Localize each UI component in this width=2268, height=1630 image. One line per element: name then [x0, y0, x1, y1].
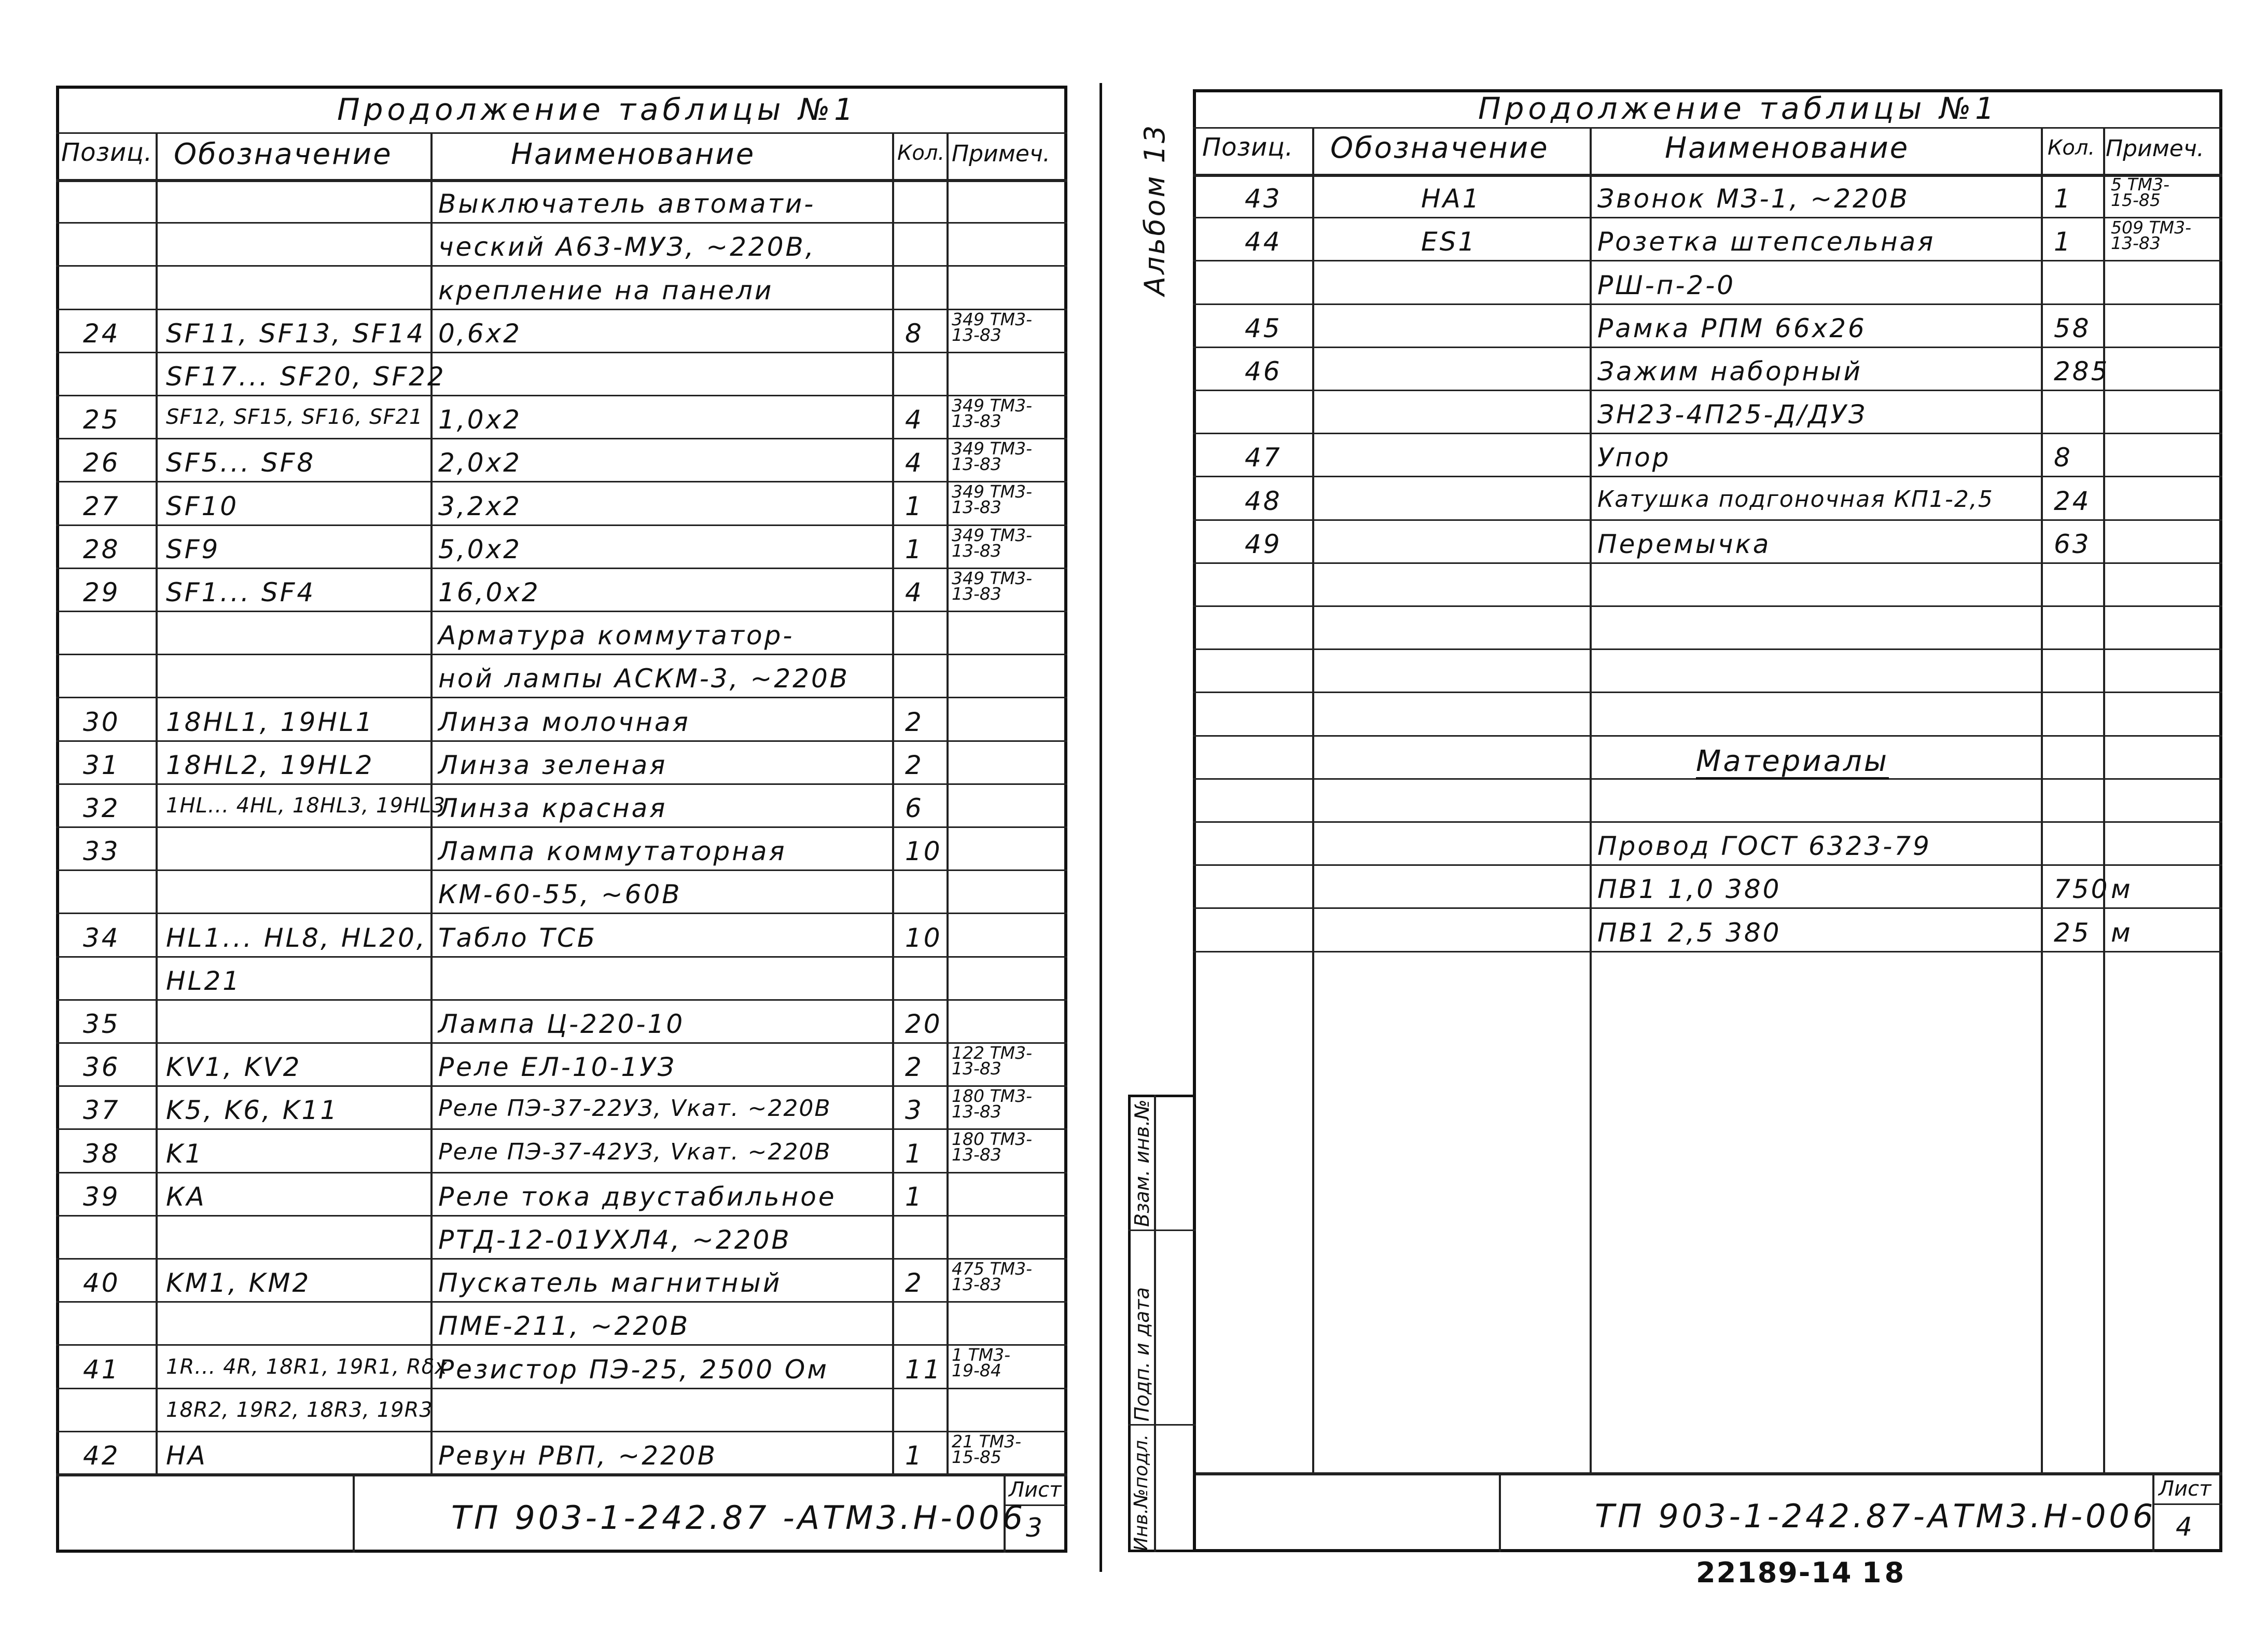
row-pos: 34	[83, 922, 120, 953]
row-pos: 42	[83, 1441, 120, 1471]
row-line	[1193, 907, 2222, 909]
row-code: НА	[166, 1441, 207, 1471]
row-name: Лампа коммутаторная	[438, 836, 787, 867]
row-qty: 2	[905, 1268, 924, 1299]
row-name: Табло ТСБ	[438, 922, 597, 953]
row-line	[1193, 347, 2222, 348]
row-name: Пускатель магнитный	[438, 1268, 782, 1299]
row-line	[56, 654, 1067, 655]
side-label-replacement: Взам. инв.№	[1131, 1099, 1153, 1227]
right-header-name: Наименование	[1665, 131, 1910, 165]
row-pos: 29	[83, 577, 120, 607]
row-code: 18HL2, 19HL2	[166, 750, 374, 780]
row-line	[1193, 605, 2222, 607]
row-name: КМ-60-55, ~60В	[438, 879, 682, 910]
row-line	[1193, 217, 2222, 218]
left-header-name: Наименование	[511, 137, 756, 171]
row-qty: 10	[905, 922, 942, 953]
row-code: SF1... SF4	[166, 577, 316, 607]
column-line	[2103, 127, 2105, 1472]
row-qty: 2	[905, 750, 924, 780]
row-qty: 285	[2054, 356, 2110, 386]
right-stamp-sheet-line	[2152, 1503, 2222, 1505]
row-qty: 1	[905, 1138, 924, 1169]
row-name: Перемычка	[1597, 529, 1771, 559]
row-note: 349 ТМ3- 13-83	[952, 524, 1033, 561]
row-name: Линза зеленая	[438, 750, 667, 780]
row-pos: 30	[83, 707, 120, 737]
row-name: РТД-12-01УХЛ4, ~220В	[438, 1225, 791, 1255]
row-line	[56, 309, 1067, 310]
left-stamp-sheet-label: Лист	[1009, 1478, 1062, 1502]
row-line	[56, 265, 1067, 267]
row-line	[56, 956, 1067, 958]
right-table-title: Продолжение таблицы №1	[1478, 91, 1999, 126]
row-line	[56, 524, 1067, 526]
row-qty: 11	[905, 1354, 942, 1385]
row-note: 509 ТМ3- 13-83	[2111, 217, 2192, 254]
right-stamp-line	[1193, 1472, 2222, 1475]
row-qty: 750	[2054, 874, 2110, 905]
footer-document-number: 22189-14	[1696, 1556, 1853, 1589]
row-note: 1 ТМ3- 19-84	[952, 1345, 1011, 1381]
row-name: ПВ1 2,5 380	[1597, 917, 1782, 948]
row-code: KV1, KV2	[166, 1052, 302, 1083]
right-title-line	[1193, 127, 2222, 129]
row-line	[56, 913, 1067, 914]
row-name: 16,0х2	[438, 577, 540, 607]
row-name: Выключатель автомати-	[438, 189, 816, 219]
row-note: м	[2111, 874, 2133, 905]
column-line	[1590, 127, 1592, 1472]
row-name: ПМЕ-211, ~220В	[438, 1311, 690, 1342]
row-name: Реле ПЭ-37-22УЗ, Vкат. ~220В	[438, 1095, 831, 1122]
row-line	[56, 1258, 1067, 1260]
row-name: 3,2х2	[438, 491, 522, 521]
row-qty: 63	[2054, 529, 2091, 559]
row-code: K5, K6, K11	[166, 1095, 339, 1126]
right-sheet	[1193, 89, 2222, 1552]
side-strip-row-line-2	[1128, 1424, 1196, 1426]
row-line	[56, 352, 1067, 353]
side-strip-row-line-1	[1128, 1230, 1196, 1231]
row-qty: 20	[905, 1009, 942, 1039]
row-code: K1	[166, 1138, 204, 1169]
row-pos: 35	[83, 1009, 120, 1039]
row-note: 349 ТМ3- 13-83	[952, 568, 1033, 604]
row-note: 475 ТМ3- 13-83	[952, 1259, 1033, 1294]
row-name: Резистор ПЭ-25, 2500 Ом	[438, 1354, 829, 1385]
row-name: ПВ1 1,0 380	[1597, 874, 1782, 905]
row-line	[1193, 951, 2222, 952]
row-line	[1193, 303, 2222, 305]
center-fold-line	[1100, 83, 1102, 1572]
row-code: 1R... 4R, 18R1, 19R1, Rδx	[166, 1355, 448, 1379]
right-header-line	[1193, 174, 2222, 177]
row-code: КА	[166, 1181, 206, 1212]
row-line	[56, 1215, 1067, 1217]
row-line	[1193, 476, 2222, 477]
row-pos: 40	[83, 1268, 120, 1299]
row-name: Провод ГОСТ 6323-79	[1597, 831, 1931, 862]
row-name: 5,0х2	[438, 534, 522, 564]
album-label: Альбом 13	[1138, 123, 1171, 296]
row-line	[1193, 692, 2222, 693]
row-line	[56, 611, 1067, 612]
row-code: HL1... HL8, HL20,	[166, 922, 427, 953]
row-line	[1193, 519, 2222, 521]
row-qty: 1	[905, 491, 924, 521]
row-name: Звонок МЗ-1, ~220В	[1597, 184, 1910, 214]
row-pos: 25	[83, 405, 120, 435]
right-stamp-sheet-number: 4	[2176, 1512, 2194, 1542]
row-line	[56, 999, 1067, 1001]
row-line	[56, 222, 1067, 224]
row-line	[1193, 260, 2222, 261]
left-table-title: Продолжение таблицы №1	[337, 92, 858, 127]
row-name: РШ-п-2-0	[1597, 270, 1736, 300]
column-line	[1312, 127, 1314, 1472]
row-pos: 27	[83, 491, 120, 521]
row-qty: 58	[2054, 313, 2091, 343]
side-label-signature-date: Подп. и дата	[1131, 1287, 1153, 1421]
left-header-line	[56, 179, 1067, 182]
row-name: Лампа Ц-220-10	[438, 1009, 685, 1039]
row-name: Катушка подгоночная КП1-2,5	[1597, 486, 1994, 513]
row-line	[56, 1388, 1067, 1389]
row-name: ЗН23-4П25-Д/ДУЗ	[1597, 399, 1867, 430]
row-code: ES1	[1421, 227, 1477, 257]
row-pos: 44	[1245, 227, 1282, 257]
row-note: 349 ТМ3- 13-83	[952, 438, 1033, 475]
right-stamp-document-code: ТП 903-1-242.87-АТМ3.Н-006	[1595, 1497, 2156, 1535]
row-qty: 1	[905, 534, 924, 564]
row-pos: 36	[83, 1052, 120, 1083]
row-pos: 32	[83, 793, 120, 823]
row-note: 349 ТМ3- 13-83	[952, 481, 1033, 518]
row-name: Рамка РПМ 66х26	[1597, 313, 1867, 343]
row-line	[1193, 735, 2222, 737]
row-qty: 25	[2054, 917, 2091, 948]
column-line	[156, 132, 158, 1473]
right-header-note: Примеч.	[2106, 135, 2204, 162]
row-pos: 26	[83, 448, 120, 478]
row-qty: 24	[2054, 486, 2091, 516]
row-name: 0,6х2	[438, 318, 522, 349]
left-header-code: Обозначение	[174, 137, 393, 171]
row-line	[56, 481, 1067, 482]
row-line	[56, 1172, 1067, 1173]
row-line	[1193, 562, 2222, 564]
right-stamp-divider	[1499, 1472, 1501, 1552]
row-code: HL21	[166, 965, 242, 996]
row-line	[56, 783, 1067, 785]
row-name: Реле тока двустабильное	[438, 1181, 837, 1212]
row-code: SF9	[166, 534, 220, 564]
row-name: крепление на панели	[438, 275, 774, 306]
row-line	[1193, 648, 2222, 650]
row-name: ной лампы АСКМ-3, ~220В	[438, 664, 850, 694]
footer-page-number: 18	[1862, 1556, 1908, 1589]
row-name: Розетка штепсельная	[1597, 227, 1936, 257]
row-note: 122 ТМ3- 13-83	[952, 1043, 1033, 1079]
row-pos: 43	[1245, 184, 1282, 214]
row-pos: 31	[83, 750, 120, 780]
row-line	[56, 1344, 1067, 1346]
row-name: Линза молочная	[438, 707, 690, 737]
row-line	[1193, 821, 2222, 823]
row-code: SF12, SF15, SF16, SF21	[166, 405, 423, 430]
row-code: 1HL... 4HL, 18HL3, 19HL3	[166, 794, 446, 818]
row-note: 21 ТМ3- 15-85	[952, 1431, 1022, 1467]
row-pos: 45	[1245, 313, 1282, 343]
row-line	[1193, 390, 2222, 391]
row-qty: 6	[905, 793, 924, 823]
side-label-inventory: Инв.№подл.	[1131, 1434, 1152, 1551]
right-stamp-sheet-label: Лист	[2159, 1477, 2211, 1501]
row-pos: 39	[83, 1181, 120, 1212]
row-line	[56, 826, 1067, 828]
row-name: Зажим наборный	[1597, 356, 1863, 386]
row-note: м	[2111, 917, 2133, 948]
left-stamp-divider	[353, 1473, 355, 1553]
row-qty: 1	[905, 1181, 924, 1212]
row-code: 18HL1, 19HL1	[166, 707, 374, 737]
row-name: Ревун РВП, ~220В	[438, 1441, 718, 1471]
left-title-line	[56, 132, 1067, 134]
row-line	[1193, 778, 2222, 780]
right-header-qty: Кол.	[2048, 136, 2095, 160]
row-name: Линза красная	[438, 793, 667, 823]
row-line	[1193, 864, 2222, 866]
left-stamp-line	[56, 1473, 1067, 1476]
row-code: SF17... SF20, SF22	[166, 362, 446, 392]
row-qty: 8	[2054, 443, 2072, 473]
left-header-pos: Позиц.	[61, 138, 153, 167]
side-strip-inner-line	[1154, 1095, 1156, 1552]
row-pos: 33	[83, 836, 120, 867]
row-qty: 4	[905, 577, 924, 607]
row-line	[1193, 433, 2222, 434]
left-stamp-sheet-number: 3	[1026, 1513, 1045, 1543]
row-name: Материалы	[1696, 744, 1889, 778]
row-code: SF10	[166, 491, 239, 521]
right-header-pos: Позиц.	[1202, 133, 1294, 162]
row-pos: 48	[1245, 486, 1282, 516]
row-name: ческий А63-МУЗ, ~220В,	[438, 232, 816, 263]
row-qty: 4	[905, 448, 924, 478]
row-name: Реле ПЭ-37-42УЗ, Vкат. ~220В	[438, 1138, 831, 1165]
row-code: SF5... SF8	[166, 448, 316, 478]
row-line	[56, 1085, 1067, 1087]
row-qty: 2	[905, 707, 924, 737]
row-line	[56, 697, 1067, 698]
row-line	[56, 869, 1067, 871]
row-qty: 2	[905, 1052, 924, 1083]
row-qty: 8	[905, 318, 924, 349]
row-qty: 10	[905, 836, 942, 867]
row-line	[56, 568, 1067, 569]
row-qty: 1	[2054, 184, 2072, 214]
row-line	[56, 1128, 1067, 1130]
row-name: 1,0х2	[438, 405, 522, 435]
column-line	[947, 132, 949, 1473]
column-line	[892, 132, 894, 1473]
right-header-code: Обозначение	[1330, 131, 1549, 165]
row-pos: 41	[83, 1354, 120, 1385]
row-note: 5 ТМ3- 15-85	[2111, 174, 2170, 210]
row-line	[56, 438, 1067, 439]
row-qty: 1	[905, 1441, 924, 1471]
row-code: SF11, SF13, SF14	[166, 318, 425, 349]
row-line	[56, 740, 1067, 742]
left-header-note: Примеч.	[952, 141, 1050, 167]
row-line	[56, 395, 1067, 396]
row-note: 349 ТМ3- 13-83	[952, 309, 1033, 345]
left-stamp-document-code: ТП 903-1-242.87 -АТМ3.Н-006	[451, 1499, 1026, 1537]
row-line	[56, 1301, 1067, 1303]
row-pos: 24	[83, 318, 120, 349]
row-name: 2,0х2	[438, 448, 522, 478]
row-qty: 4	[905, 405, 924, 435]
row-code: 18R2, 19R2, 18R3, 19R3	[166, 1398, 433, 1422]
row-name: Арматура коммутатор-	[438, 620, 795, 651]
left-header-qty: Кол.	[897, 141, 945, 165]
row-note: 180 ТМ3- 13-83	[952, 1086, 1033, 1122]
row-qty: 3	[905, 1095, 924, 1126]
row-pos: 37	[83, 1095, 120, 1126]
row-line	[56, 1431, 1067, 1432]
row-code: KM1, KM2	[166, 1268, 311, 1299]
row-name: Реле ЕЛ-10-1УЗ	[438, 1052, 676, 1083]
row-name: Упор	[1597, 443, 1671, 473]
row-code: HA1	[1421, 184, 1481, 214]
row-pos: 47	[1245, 443, 1282, 473]
row-note: 180 ТМ3- 13-83	[952, 1129, 1033, 1165]
column-line	[2041, 127, 2043, 1472]
row-note: 349 ТМ3- 13-83	[952, 395, 1033, 431]
row-pos: 49	[1245, 529, 1282, 559]
row-pos: 46	[1245, 356, 1282, 386]
row-qty: 1	[2054, 227, 2072, 257]
row-line	[56, 1042, 1067, 1044]
row-pos: 38	[83, 1138, 120, 1169]
row-pos: 28	[83, 534, 120, 564]
